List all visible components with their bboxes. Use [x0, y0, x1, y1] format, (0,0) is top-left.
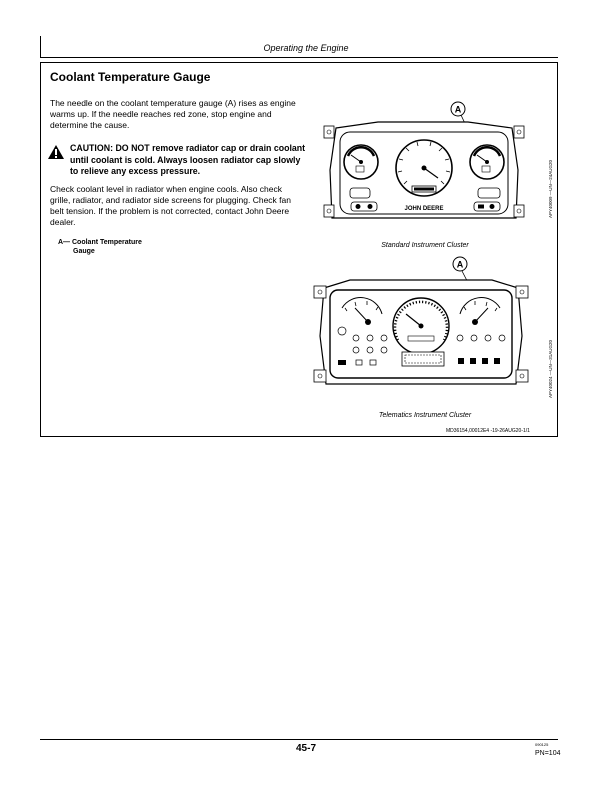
legend-line-1: A— Coolant Temperature [58, 239, 142, 246]
document-reference: MD36154,00012E4 -19-26AUG20-1/1 [446, 428, 530, 434]
fig1-callout-label: A [454, 104, 462, 115]
standard-instrument-cluster-figure [318, 100, 530, 232]
legend [58, 238, 142, 256]
fig2-image-id: APY40024 —UN—31AUG20 [548, 339, 553, 398]
intro-paragraph: The needle on the coolant temperature gauge (A) rises as engine warms up. If the needle reaches red zone, stop engine and determine the cause. [50, 98, 296, 130]
maintenance-paragraph: Check coolant level in radiator when engine cools. Also check grille, radiator, and radiator side screens for plugging. Check fan belt tension. If the problem is not corrected, contact John Deere dealer. [50, 184, 291, 227]
fig2-callout-label: A [456, 259, 464, 270]
fig2-lcd-display [402, 352, 444, 366]
telematics-instrument-cluster-figure [310, 256, 532, 388]
header-rule [40, 57, 558, 58]
legend-line-2: Gauge [73, 248, 95, 255]
fig2-caption: Telematics Instrument Cluster [378, 412, 472, 419]
page-header: Operating the Engine [263, 43, 349, 53]
fig1-image-id: APY40009 —UN—24AUG20 [548, 159, 553, 218]
caution-text: CAUTION: DO NOT remove radiator cap or drain coolant until coolant is cold. Always loosen radiator cap slowly to relieve any excess pressure. [70, 143, 306, 176]
section-title: Coolant Temperature Gauge [50, 70, 211, 84]
warning-icon [48, 145, 64, 159]
page-number: 45-7 [295, 743, 316, 754]
footer-pn: PN=104 [535, 750, 561, 757]
footer-small-code: 090125 [535, 742, 549, 747]
fig1-caption: Standard Instrument Cluster [381, 242, 469, 249]
fig1-brand: JOHN DEERE [404, 206, 444, 212]
footer-rule [40, 739, 558, 740]
